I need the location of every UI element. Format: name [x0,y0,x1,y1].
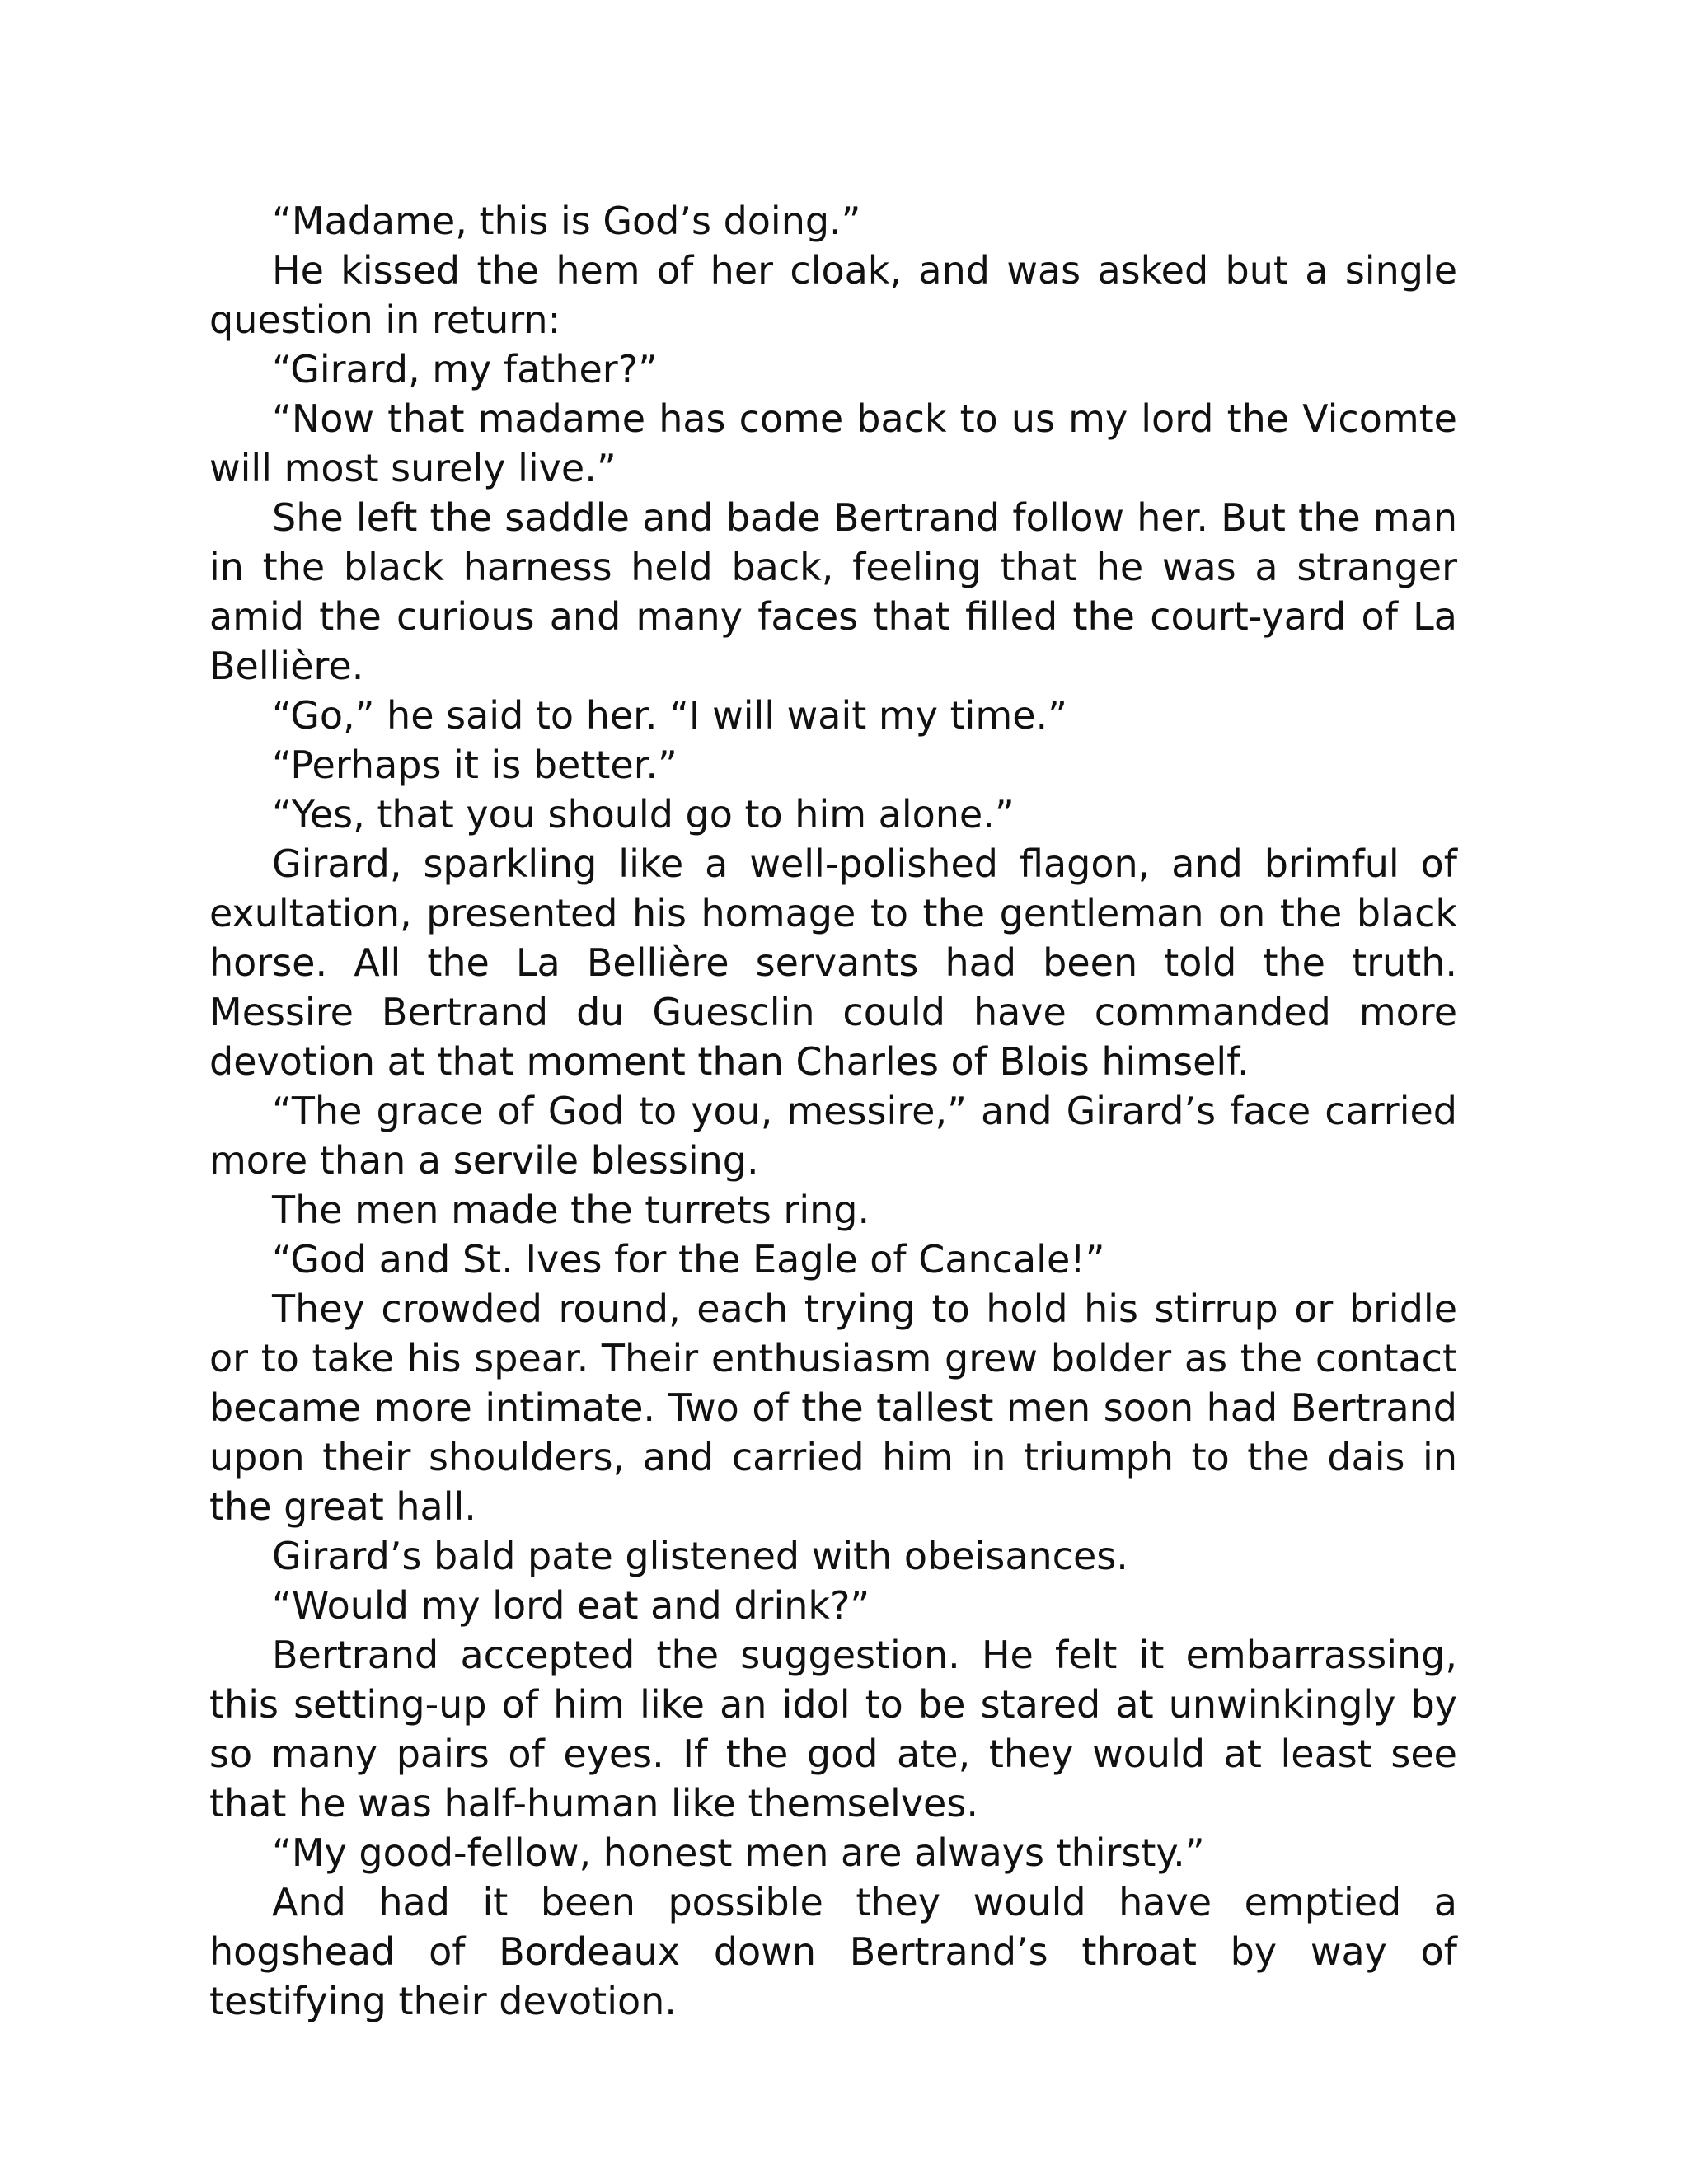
paragraph: “Yes, that you should go to him alone.” [272,792,1015,837]
paragraph: “Girard, my father?” [272,347,658,391]
paragraph: Bertrand accepted the suggestion. He felt it embarrassing, this setting-up of him like an idol to be stared at unwinkingly by so many pairs of eyes. If the god ate, they would at least see that he was half-human like themselves. [209,1633,1457,1825]
paragraph: “Now that madame has come back to us my lord the Vicomte will most surely live.” [209,396,1457,490]
paragraph: “Would my lord eat and drink?” [272,1583,870,1628]
paragraph: She left the saddle and bade Bertrand follow her. But the man in the black harness held back, feeling that he was a stranger amid the curious and many faces that filled the court-yard of La Bellière. [209,495,1457,688]
paragraph: Girard’s bald pate glistened with obeisances. [272,1534,1128,1578]
paragraph: He kissed the hem of her cloak, and was asked but a single question in return: [209,248,1457,342]
paragraph: “Perhaps it is better.” [272,743,678,787]
paragraph: “Go,” he said to her. “I will wait my time.” [272,693,1067,738]
paragraph: “The grace of God to you, messire,” and Girard’s face carried more than a servile blessing. [209,1089,1457,1183]
paragraph: The men made the turrets ring. [272,1188,870,1232]
paragraph: They crowded round, each trying to hold his stirrup or bridle or to take his spear. Their enthusiasm grew bolder as the contact became more intimate. Two of the tallest men soon had Bertrand upon their shoulders, and carried him in triumph to the dais in the great hall. [209,1286,1457,1529]
paragraph: Girard, sparkling like a well-polished flagon, and brimful of exultation, presented his homage to the gentleman on the black horse. All the La Bellière servants had been told the truth. Messire Bertrand du Guesclin could have commanded more devotion at that moment than Charles of Blois himself. [209,841,1457,1084]
page-text-body [209,196,1457,2026]
paragraph: And had it been possible they would have emptied a hogshead of Bordeaux down Bertrand’s throat by way of testifying their devotion. [209,1880,1457,2023]
paragraph: “Madame, this is God’s doing.” [272,199,861,243]
paragraph: “God and St. Ives for the Eagle of Cancale!” [272,1237,1105,1282]
paragraph: “My good-fellow, honest men are always thirsty.” [272,1830,1205,1875]
